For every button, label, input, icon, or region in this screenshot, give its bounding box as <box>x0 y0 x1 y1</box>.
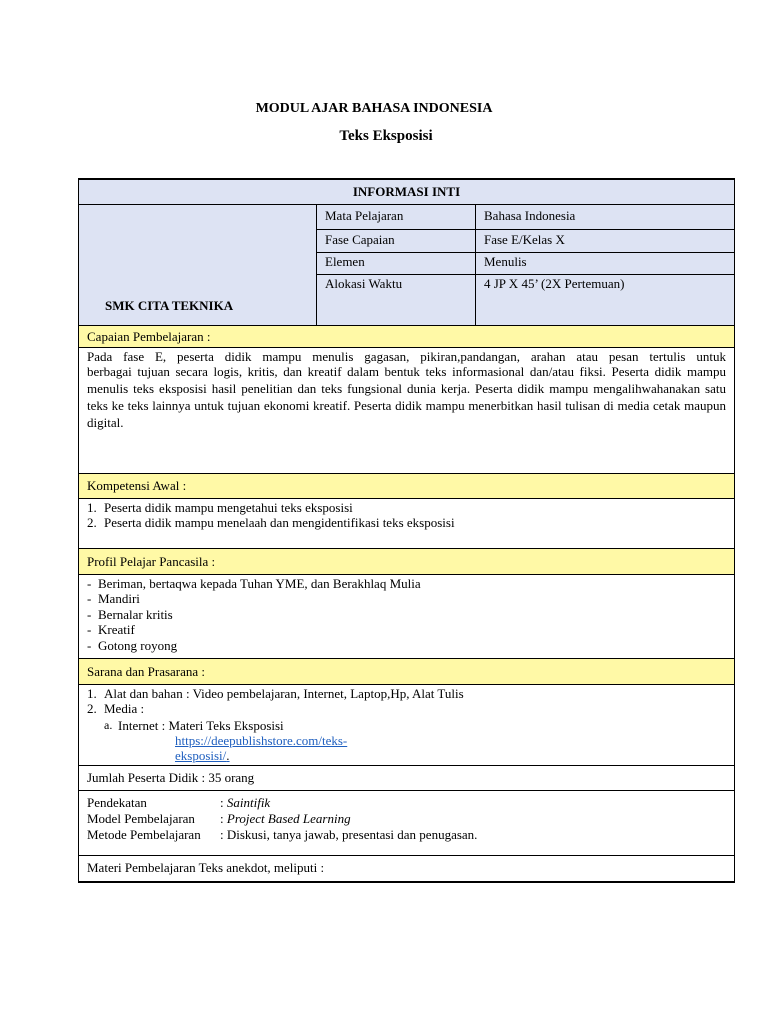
sarana-label-cell <box>79 658 735 684</box>
info-label-cell <box>317 229 476 252</box>
materi-cell <box>79 855 735 882</box>
kv-separator: : <box>220 826 227 842</box>
kompetensi-item <box>87 515 726 531</box>
info-label-mata-pelajaran: Mata Pelajaran <box>325 207 404 223</box>
kv-label: Metode Pembelajaran <box>87 826 201 842</box>
list-number: 1. <box>87 499 97 515</box>
info-value-cell <box>476 274 735 325</box>
profil-label: Profil Pelajar Pancasila : <box>87 553 216 569</box>
school-cell <box>79 204 317 325</box>
list-text: Media : <box>104 701 145 716</box>
module-table <box>78 178 735 883</box>
school-name: SMK CITA TEKNIKA <box>105 297 234 313</box>
info-value-cell <box>476 252 735 274</box>
info-value-mata-pelajaran: Bahasa Indonesia <box>484 207 576 223</box>
metode-row <box>87 827 726 843</box>
sarana-body <box>79 684 735 765</box>
materi-link[interactable] <box>87 733 726 763</box>
profil-label-cell <box>79 548 735 574</box>
info-value-alokasi-waktu: 4 JP X 45’ (2X Pertemuan) <box>484 275 625 291</box>
kv-separator: : <box>220 794 227 810</box>
kv-value: Diskusi, tanya jawab, presentasi dan penugasan. <box>226 826 478 842</box>
list-text: Mandiri <box>98 591 140 607</box>
list-dash: - <box>87 637 92 653</box>
link-dot: . <box>226 747 230 763</box>
kv-value: Project Based Learning <box>226 810 351 826</box>
list-text: Alat dan bahan : Video pembelajaran, Internet, Laptop,Hp, Alat Tulis <box>104 685 464 701</box>
info-heading-cell <box>79 179 735 204</box>
kv-separator: : <box>220 810 227 826</box>
sarana-list <box>87 686 726 717</box>
kompetensi-item <box>87 500 726 516</box>
info-label-cell <box>317 274 476 325</box>
list-text: Peserta didik mampu menelaah dan mengidentifikasi teks eksposisi <box>104 515 455 530</box>
list-number: 2. <box>87 701 97 716</box>
info-heading: INFORMASI INTI <box>352 184 461 200</box>
jumlah-cell <box>79 765 735 790</box>
pendekatan-row <box>87 795 726 811</box>
capaian-paragraph: berbagai tujuan secara logis, kritis, dan kreatif dalam bentuk teks informasional dan/atau fiksi. Peserta didik mampu menulis teks eksposisi hasil penelitian dan teks fungsional dunia kerja. Peserta didik mampu mengalihwahanakan satu teks ke teks lainnya untuk tujuan ekonomi kreatif. Peserta didik mampu menerbitkan hasil tulisan di media cetak maupun digital. <box>87 363 726 430</box>
sarana-item <box>87 701 726 717</box>
list-text: Kreatif <box>98 622 135 638</box>
profil-item <box>87 607 726 623</box>
kompetensi-list <box>87 500 726 531</box>
list-text: Gotong royong <box>98 637 178 653</box>
profil-item <box>87 591 726 607</box>
profil-item <box>87 638 726 654</box>
info-value-elemen: Menulis <box>484 253 527 269</box>
list-dash: - <box>87 606 92 622</box>
profil-list <box>87 576 726 654</box>
list-text: Bernalar kritis <box>98 606 173 622</box>
info-label-elemen: Elemen <box>325 253 365 269</box>
link-text-part-1[interactable]: https://deepublishstore.com/teks- <box>175 732 348 748</box>
list-text: Peserta didik mampu mengetahui teks eksposisi <box>104 499 353 515</box>
sub-text: Internet : Materi Teks Eksposisi <box>118 717 284 733</box>
kompetensi-label: Kompetensi Awal : <box>87 478 187 493</box>
kv-value: Saintifik <box>226 794 271 810</box>
profil-body <box>79 574 735 658</box>
pendekatan-body <box>79 790 735 855</box>
info-label-cell <box>317 204 476 229</box>
info-label-alokasi-waktu: Alokasi Waktu <box>325 275 403 291</box>
model-row <box>87 811 726 827</box>
link-text-part-2[interactable]: eksposisi/ <box>175 747 227 763</box>
list-number: 2. <box>87 515 97 530</box>
sarana-sub-item <box>87 718 726 733</box>
profil-item <box>87 576 726 592</box>
list-dash: - <box>87 591 92 607</box>
kv-label: Pendekatan <box>87 794 147 810</box>
jumlah-peserta: Jumlah Peserta Didik : 35 orang <box>87 770 255 785</box>
sarana-label: Sarana dan Prasarana : <box>87 663 206 679</box>
kv-label: Model Pembelajaran <box>87 810 195 826</box>
capaian-label: Capaian Pembelajaran : <box>87 328 211 344</box>
capaian-label-cell <box>79 325 735 347</box>
sarana-item <box>87 686 726 702</box>
info-label-cell <box>317 252 476 274</box>
list-number: 1. <box>87 685 97 701</box>
document-subtitle: Teks Eksposisi <box>339 128 433 144</box>
info-value-cell <box>476 229 735 252</box>
info-value-cell <box>476 204 735 229</box>
capaian-line-1: Pada fase E, peserta didik mampu menulis gagasan, pikiran,pandangan, arahan atau pesan tertulis untuk <box>87 348 726 364</box>
list-dash: - <box>87 622 92 638</box>
info-label-fase-capaian: Fase Capaian <box>325 231 395 247</box>
capaian-body <box>79 347 735 473</box>
info-value-fase-capaian: Fase E/Kelas X <box>484 231 565 247</box>
sub-marker: a. <box>104 717 113 732</box>
kompetensi-label-cell <box>79 473 735 498</box>
list-text: Beriman, bertaqwa kepada Tuhan YME, dan Berakhlaq Mulia <box>98 575 421 591</box>
profil-item <box>87 622 726 638</box>
kompetensi-body <box>79 498 735 548</box>
materi-pembelajaran: Materi Pembelajaran Teks anekdot, meliputi : <box>87 859 325 875</box>
document-title: MODUL AJAR BAHASA INDONESIA <box>255 101 493 116</box>
list-dash: - <box>87 575 92 591</box>
